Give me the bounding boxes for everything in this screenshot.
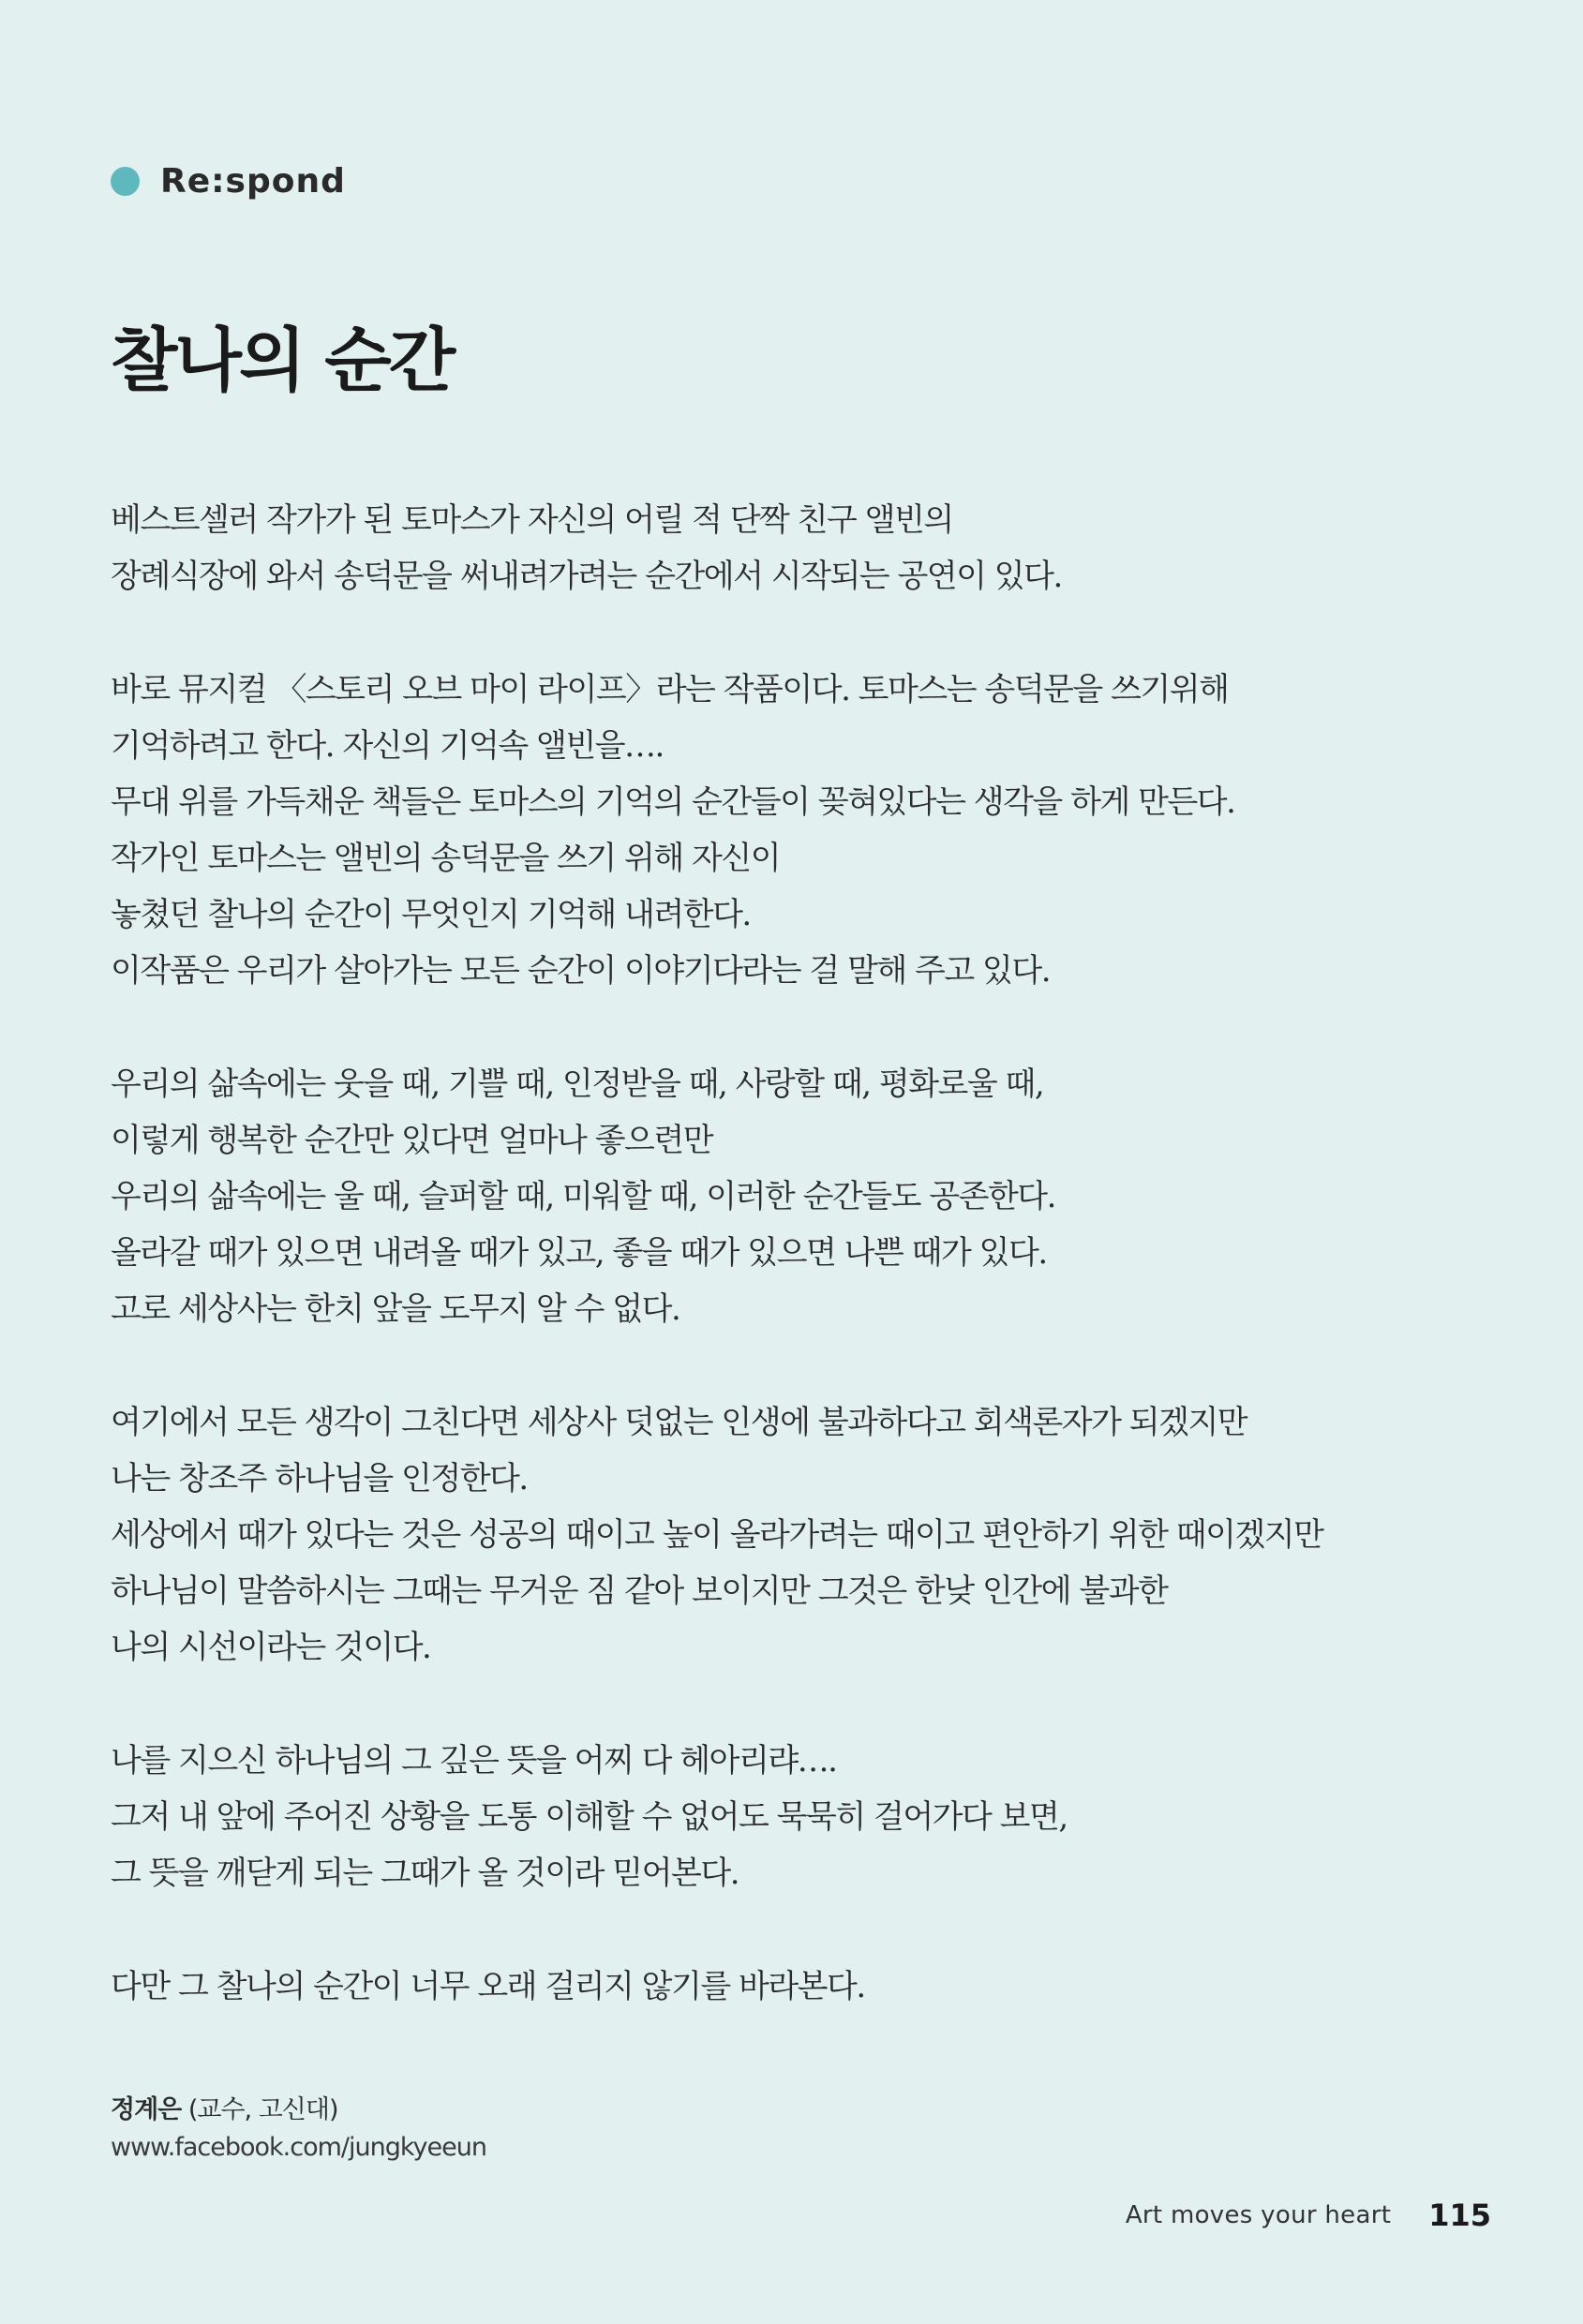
paragraph <box>111 1733 1470 1901</box>
section-label: Re:spond <box>160 161 346 201</box>
text-line: 우리의 삶속에는 웃을 때, 기쁠 때, 인정받을 때, 사랑할 때, 평화로울 때, <box>111 1065 1044 1103</box>
paragraph <box>111 1959 1470 2015</box>
text-line: 기억하려고 한다. 자신의 기억속 앨빈을…. <box>111 727 664 765</box>
text-line: 그저 내 앞에 주어진 상황을 도통 이해할 수 없어도 묵묵히 걸어가다 보면, <box>111 1798 1068 1836</box>
text-line: 베스트셀러 작가가 된 토마스가 자신의 어릴 적 단짝 친구 앨빈의 <box>111 501 953 539</box>
author-name: 정계은 <box>111 2095 182 2124</box>
article-title: 찰나의 순간 <box>111 320 454 401</box>
footer-tagline: Art moves your heart <box>1125 2201 1392 2229</box>
text-line: 무대 위를 가득채운 책들은 토마스의 기억의 순간들이 꽂혀있다는 생각을 하게 만든다. <box>111 783 1235 821</box>
section-tag <box>111 160 346 201</box>
text-line: 다만 그 찰나의 순간이 너무 오래 걸리지 않기를 바라본다. <box>111 1968 865 2005</box>
text-line: 고로 세상사는 한치 앞을 도무지 알 수 없다. <box>111 1290 680 1328</box>
author-url: www.facebook.com/jungkyeeun <box>111 2133 486 2162</box>
text-line: 나를 지으신 하나님의 그 깊은 뜻을 어찌 다 헤아리랴…. <box>111 1742 837 1780</box>
author-block <box>111 2092 486 2167</box>
text-line: 놓쳤던 찰나의 순간이 무엇인지 기억해 내려한다. <box>111 896 751 933</box>
text-line: 이렇게 행복한 순간만 있다면 얼마나 좋으련만 <box>111 1122 713 1159</box>
paragraph <box>111 1056 1470 1337</box>
paragraph <box>111 1394 1470 1676</box>
page-number: 115 <box>1428 2197 1491 2233</box>
page-footer <box>1126 2195 1491 2236</box>
paragraph <box>111 662 1470 999</box>
text-line: 올라갈 때가 있으면 내려올 때가 있고, 좋을 때가 있으면 나쁜 때가 있다. <box>111 1234 1047 1272</box>
section-dot-icon <box>111 167 140 196</box>
text-line: 나의 시선이라는 것이다. <box>111 1629 431 1666</box>
text-line: 우리의 삶속에는 울 때, 슬퍼할 때, 미워할 때, 이러한 순간들도 공존한다. <box>111 1178 1055 1215</box>
text-line: 이작품은 우리가 살아가는 모든 순간이 이야기다라는 걸 말해 주고 있다. <box>111 952 1051 990</box>
author-credit <box>111 2092 486 2129</box>
text-line: 세상에서 때가 있다는 것은 성공의 때이고 높이 올라가려는 때이고 편안하기 위한 때이겠지만 <box>111 1516 1323 1554</box>
text-line: 작가인 토마스는 앨빈의 송덕문을 쓰기 위해 자신이 <box>111 840 781 877</box>
article-body <box>111 492 1470 2072</box>
text-line: 그 뜻을 깨닫게 되는 그때가 올 것이라 믿어본다. <box>111 1855 739 1892</box>
paragraph <box>111 492 1470 604</box>
text-line: 나는 창조주 하나님을 인정한다. <box>111 1460 528 1497</box>
text-line: 바로 뮤지컬 〈스토리 오브 마이 라이프〉라는 작품이다. 토마스는 송덕문을 쓰기위해 <box>111 671 1229 708</box>
text-line: 장례식장에 와서 송덕문을 써내려가려는 순간에서 시작되는 공연이 있다. <box>111 558 1062 595</box>
text-line: 하나님이 말씀하시는 그때는 무거운 짐 같아 보이지만 그것은 한낮 인간에 불과한 <box>111 1572 1168 1610</box>
author-affiliation: (교수, 고신대) <box>187 2095 338 2124</box>
text-line: 여기에서 모든 생각이 그친다면 세상사 덧없는 인생에 불과하다고 회색론자가 되겠지만 <box>111 1404 1247 1441</box>
